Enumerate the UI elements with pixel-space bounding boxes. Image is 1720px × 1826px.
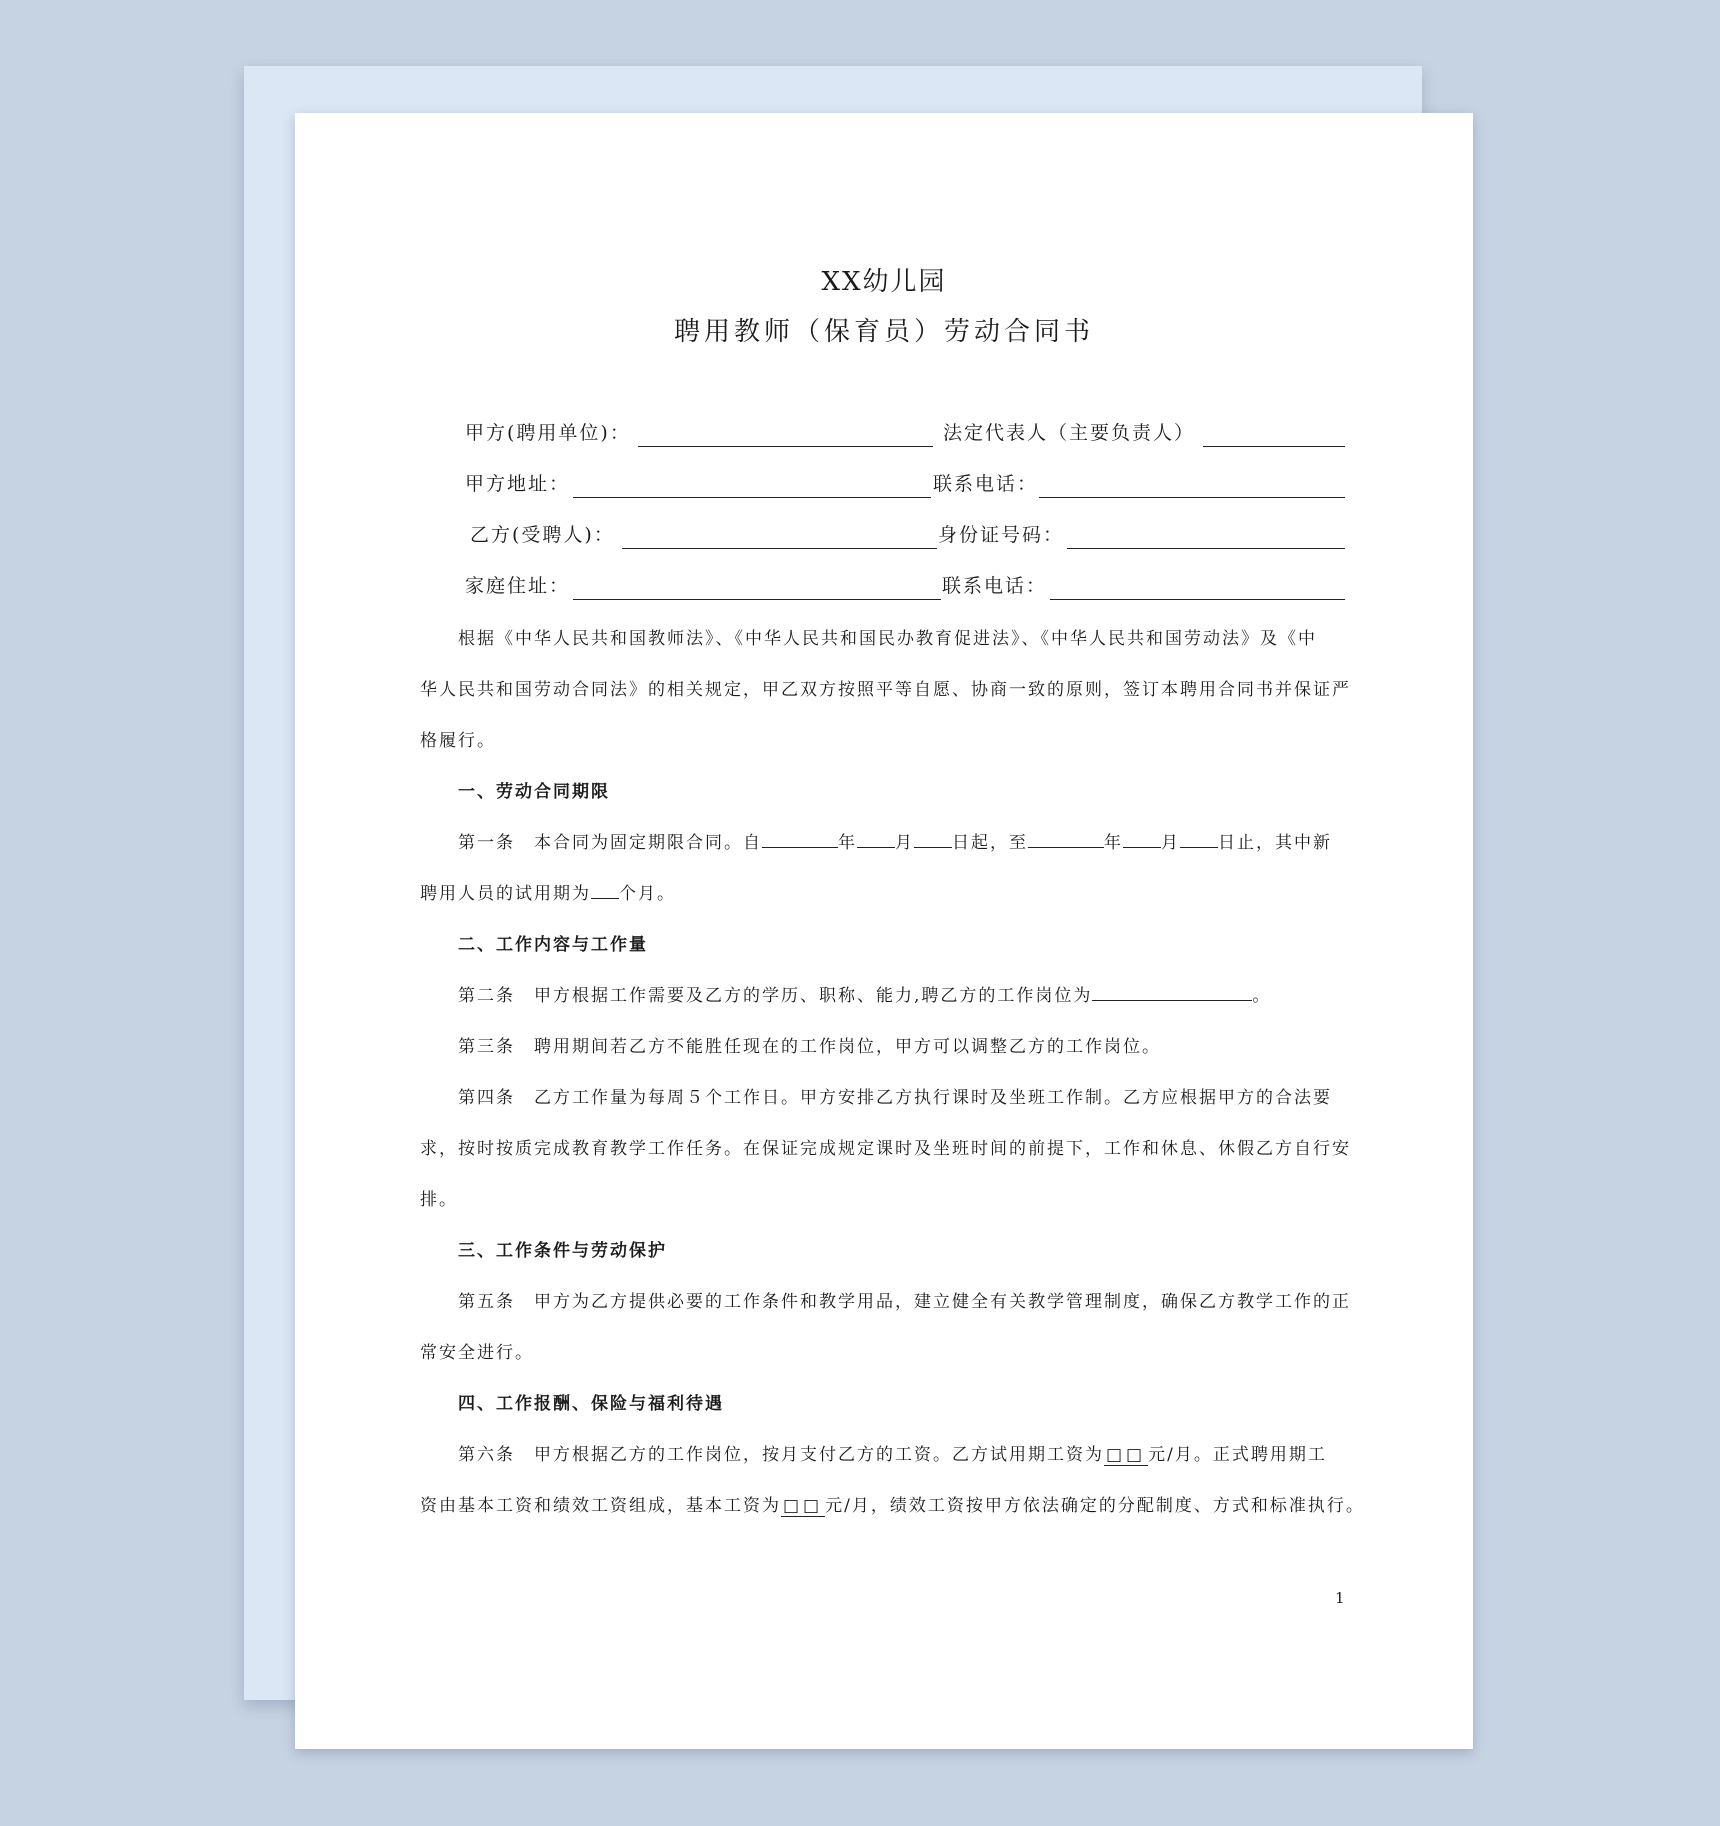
kindergarten-title: XX幼儿园 <box>821 267 947 297</box>
article-5-line-2: 常安全进行。 <box>420 1343 534 1363</box>
probation-salary-boxes[interactable]: □□ <box>1106 1445 1147 1465</box>
legal-rep-label: 法定代表人（主要负责人） <box>943 422 1196 444</box>
start-day-blank[interactable] <box>914 829 952 848</box>
article-1-line-2 <box>420 879 1350 904</box>
article-4-line-3: 排。 <box>420 1190 458 1210</box>
article-6-line-1 <box>420 1440 1388 1466</box>
field-row-party-a <box>295 418 1473 458</box>
party-b-blank[interactable] <box>622 548 937 549</box>
field-row-party-b <box>295 520 1473 560</box>
section-heading-1: 一、劳动合同期限 <box>458 782 610 802</box>
base-salary-text: 资由基本工资和绩效工资组成，基本工资为 <box>420 1496 781 1516</box>
article-6-text: 第六条 甲方根据乙方的工作岗位，按月支付乙方的工资。乙方试用期工资为 <box>458 1445 1104 1465</box>
field-row-home-address <box>295 571 1473 611</box>
party-a-phone-label: 联系电话： <box>933 473 1039 495</box>
home-address-label: 家庭住址： <box>465 575 571 597</box>
month-label: 月 <box>1161 833 1180 853</box>
article-4-line-1: 第四条 乙方工作量为每周５个工作日。甲方安排乙方执行课时及坐班工作制。乙方应根据甲方的合法要 <box>458 1088 1332 1108</box>
probation-months-blank[interactable] <box>591 880 619 899</box>
section-heading-2: 二、工作内容与工作量 <box>458 935 648 955</box>
preamble-line-1: 根据《中华人民共和国教师法》、《中华人民共和国民办教育促进法》、《中华人民共和国劳动法》及《中 <box>458 629 1317 649</box>
party-b-phone-label: 联系电话： <box>942 575 1048 597</box>
id-number-label: 身份证号码： <box>938 524 1065 546</box>
section-heading-4: 四、工作报酬、保险与福利待遇 <box>458 1394 724 1414</box>
end-year-blank[interactable] <box>1028 829 1104 848</box>
field-row-party-a-address <box>295 469 1473 509</box>
article-5-line-1: 第五条 甲方为乙方提供必要的工作条件和教学用品，建立健全有关教学管理制度，确保乙方教学工作的正 <box>458 1292 1351 1312</box>
month-label: 月 <box>895 833 914 853</box>
base-salary-boxes[interactable]: □□ <box>783 1496 824 1516</box>
preamble-line-3: 格履行。 <box>420 731 496 751</box>
contract-title: 聘用教师（保育员）劳动合同书 <box>673 317 1094 347</box>
legal-rep-blank[interactable] <box>1203 446 1345 447</box>
year-label: 年 <box>1104 833 1123 853</box>
article-3: 第三条 聘用期间若乙方不能胜任现在的工作岗位，甲方可以调整乙方的工作岗位。 <box>458 1037 1161 1057</box>
article-2 <box>420 981 1388 1006</box>
id-number-blank[interactable] <box>1067 548 1345 549</box>
article-1-line-1 <box>420 828 1388 853</box>
salary-unit-text: 元/月。正式聘用期工 <box>1148 1445 1327 1465</box>
party-b-phone-blank[interactable] <box>1050 599 1345 600</box>
preamble-line-2: 华人民共和国劳动合同法》的相关规定，甲乙双方按照平等自愿、协商一致的原则，签订本聘用合同书并保证严 <box>420 680 1351 700</box>
article-4-line-2: 求，按时按质完成教育教学工作任务。在保证完成规定课时及坐班时间的前提下，工作和休息、休假乙方自行安 <box>420 1139 1351 1159</box>
article-6-line-2 <box>420 1491 1365 1517</box>
probation-text: 聘用人员的试用期为 <box>420 884 591 904</box>
document-page <box>295 113 1473 1749</box>
party-a-blank[interactable] <box>638 446 933 447</box>
article-1-text: 第一条 本合同为固定期限合同。自 <box>458 833 762 853</box>
start-month-blank[interactable] <box>857 829 895 848</box>
party-b-label: 乙方(受聘人)： <box>470 524 615 546</box>
party-a-address-blank[interactable] <box>573 497 931 498</box>
end-day-blank[interactable] <box>1180 829 1218 848</box>
party-a-phone-blank[interactable] <box>1039 497 1345 498</box>
performance-pay-text: 元/月，绩效工资按甲方依法确定的分配制度、方式和标准执行。 <box>825 1496 1365 1516</box>
months-label: 个月。 <box>619 884 676 904</box>
article-2-end: 。 <box>1252 986 1272 1006</box>
job-position-blank[interactable] <box>1092 982 1252 1001</box>
home-address-blank[interactable] <box>573 599 941 600</box>
year-label: 年 <box>838 833 857 853</box>
section-heading-3: 三、工作条件与劳动保护 <box>458 1241 667 1261</box>
page-number: 1 <box>1335 1589 1345 1607</box>
end-month-blank[interactable] <box>1123 829 1161 848</box>
day-label: 日起，至 <box>952 833 1028 853</box>
start-year-blank[interactable] <box>762 829 838 848</box>
party-a-label: 甲方(聘用单位)： <box>465 422 631 444</box>
party-a-address-label: 甲方地址： <box>465 473 571 495</box>
day-label: 日止，其中新 <box>1218 833 1332 853</box>
article-2-text: 第二条 甲方根据工作需要及乙方的学历、职称、能力,聘乙方的工作岗位为 <box>458 986 1093 1006</box>
